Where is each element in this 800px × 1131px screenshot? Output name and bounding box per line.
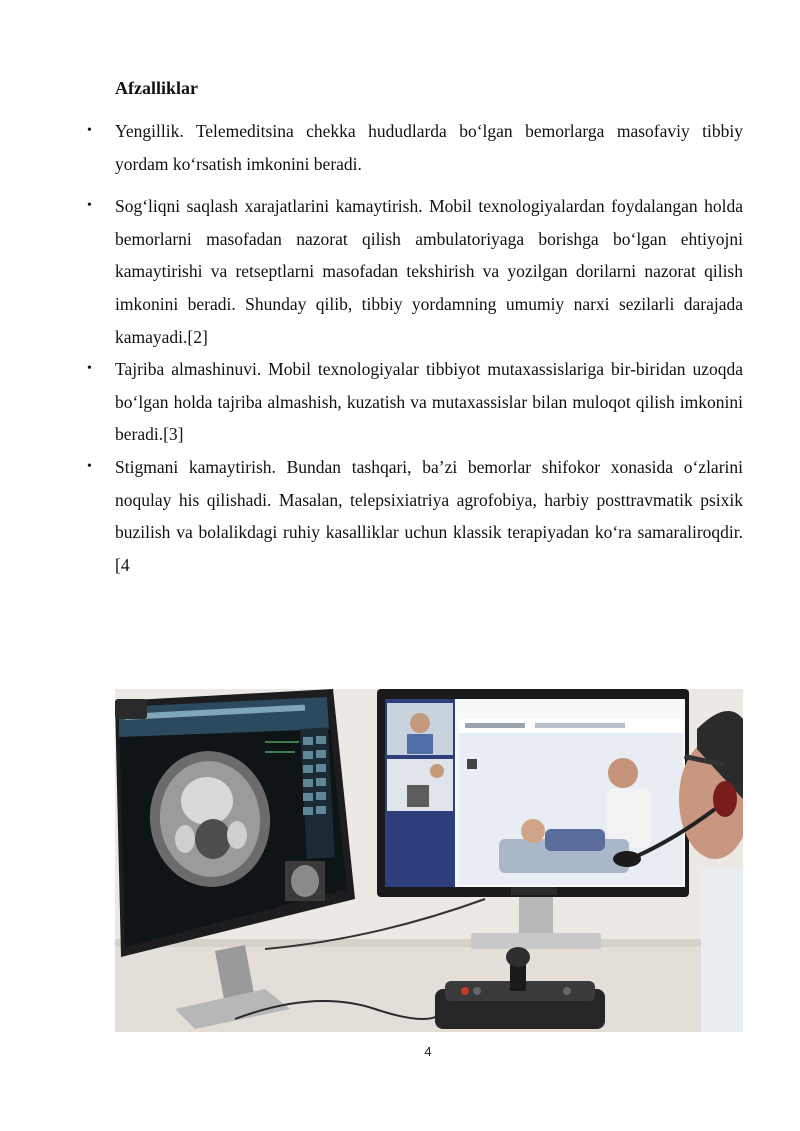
bullet: • [87,123,92,138]
list-item [0,190,800,353]
page-number: 4 [424,1044,432,1059]
list-item-text: Yengillik. Telemeditsina chekka hududlarda bo‘lgan bemorlarga masofaviy tibbiy yordam ko‘rsatish imkonini beradi. [115,121,743,174]
advantages-list [0,115,800,581]
section-heading: Afzalliklar [115,78,198,98]
list-item-text: Tajriba almashinuvi. Mobil texnologiyalar tibbiyot mutaxassislariga bir-biridan uzoqda bo‘lgan holda tajriba almashish, kuzatish va mutaxassislar bilan muloqot qilish imkonini beradi.[3] [115,359,743,445]
list-item [0,115,800,180]
list-item-text: Sog‘liqni saqlash xarajatlarini kamaytirish. Mobil texnologiyalardan foydalangan holda bemorlarni masofadan nazorat qilish ambulatoriyaga borishga bo‘lgan ehtiyojni kamaytirishi va retseptlarni masofadan tekshirish va yozilgan dorilarni nazorat qilish imkonini beradi. Shunday qilib, tibbiy yordamning umumiy narxi sezilarli darajada kamayadi.[2] [115,196,743,347]
bullet: • [87,458,92,474]
list-item-text: Stigmani kamaytirish. Bundan tashqari, ba’zi bemorlar shifokor xonasida o‘zlarini noqulay his qilishadi. Masalan, telepsixiatriya agrofobiya, harbiy posttravmatik psixik buzilish va bolalikdagi ruhiy kasalliklar uchun klassik terapiyadan ko‘ra samaraliroqdir.[4 [115,456,743,575]
list-item [0,353,800,451]
telemedicine-photo [115,689,743,1032]
bullet: • [87,361,92,377]
list-item [0,451,800,581]
bullet: • [87,198,92,214]
